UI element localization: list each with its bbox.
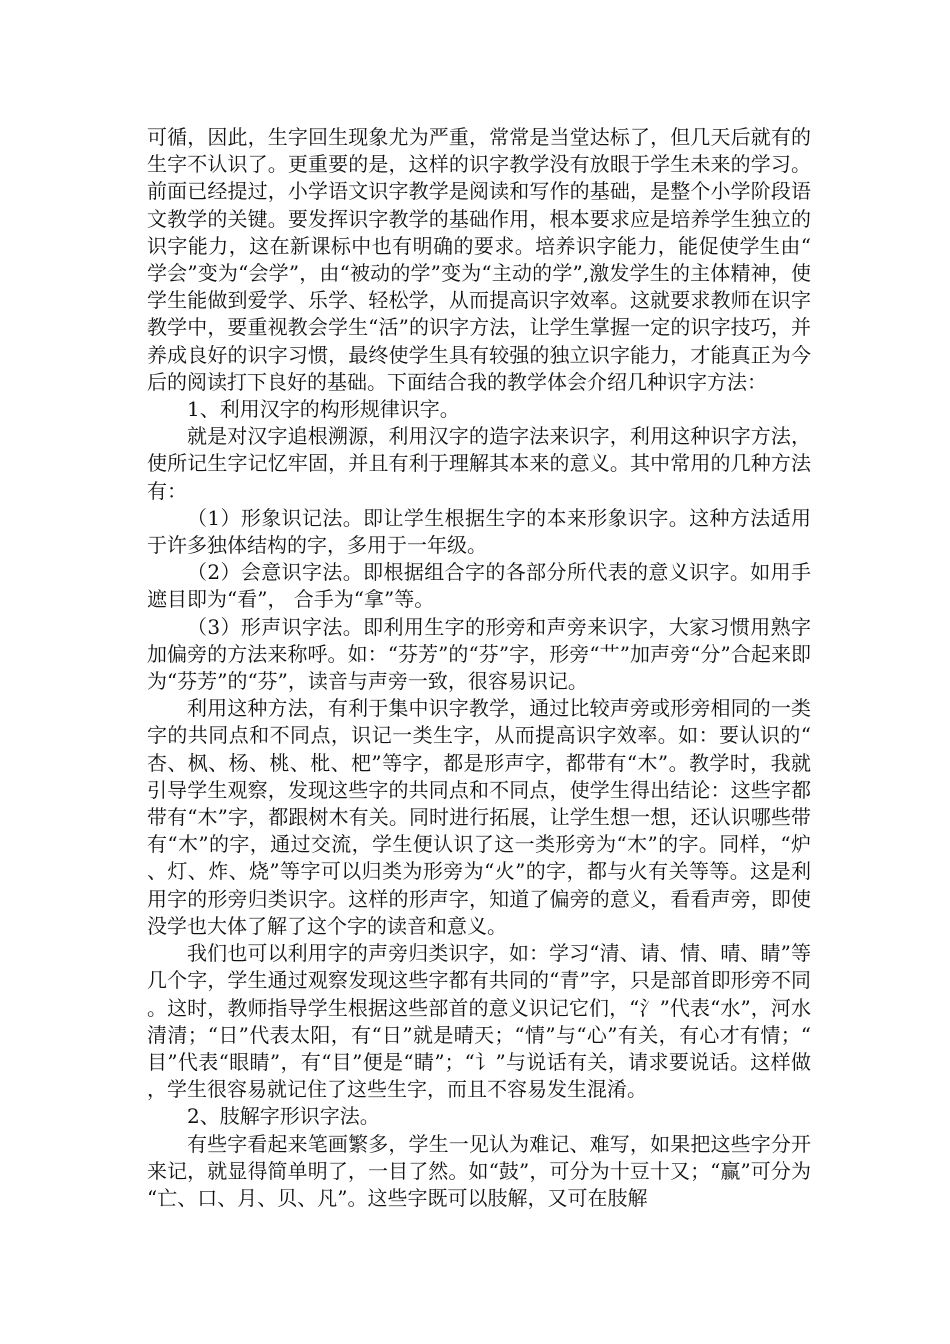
document-body — [147, 124, 811, 1212]
list-item-2: （2）会意识字法。即根据组合字的各部分所代表的意义识字。如用手遮目即为“看”， 合手为“拿”等。 — [147, 560, 811, 612]
paragraph: 我们也可以利用字的声旁归类识字，如：学习“清、请、情、晴、睛”等几个字，学生通过观察发现这些字都有共同的“青”字，只是部首即形旁不同。这时，教师指导学生根据这些部首的意义识记它们，“氵”代表“水”，河水清清；“日”代表太阳，有“日”就是晴天；“情”与“心”有关，有心才有情；“目”代表“眼睛”，有“目”便是“睛”；“讠”与说话有关，请求要说话。这样做，学生很容易就记住了这些生字，而且不容易发生混淆。 — [147, 941, 811, 1102]
section-heading-2: 2、肢解字形识字法。 — [187, 1104, 380, 1129]
list-item-3: （3）形声识字法。即利用生字的形旁和声旁来识字，大家习惯用熟字加偏旁的方法来称呼。如：“芬芳”的“芬”字，形旁“艹”加声旁“分”合起来即为“芬芳”的“芬”，读音与声旁一致，很容易识记。 — [147, 614, 811, 694]
section-heading-1: 1、利用汉字的构形规律识字。 — [187, 397, 460, 422]
paragraph: 利用这种方法，有利于集中识字教学，通过比较声旁或形旁相同的一类字的共同点和不同点，识记一类生字，从而提高识字效率。如：要认识的“杏、枫、杨、桃、枇、杷”等字，都是形声字，都带有“木”。教学时，我就引导学生观察，发现这些字的共同点和不同点，使学生得出结论：这些字都带有“木”字，都跟树木有关。同时进行拓展，让学生想一想，还认识哪些带有“木”的字，通过交流，学生便认识了这一类形旁为“木”的字。同样，“炉、灯、炸、烧”等字可以归类为形旁为“火”的字，都与火有关等等。这是利用字的形旁归类识字。这样的形声字，知道了偏旁的意义，看看声旁，即使没学也大体了解了这个字的读音和意义。 — [147, 696, 811, 938]
paragraph-continuation: 可循，因此，生字回生现象尤为严重，常常是当堂达标了，但几天后就有的生字不认识了。更重要的是，这样的识字教学没有放眼于学生未来的学习。前面已经提过，小学语文识字教学是阅读和写作的基础，是整个小学阶段语文教学的关键。要发挥识字教学的基础作用，根本要求应是培养学生独立的识字能力，这在新课标中也有明确的要求。培养识字能力，能促使学生由“学会”变为“会学”，由“被动的学”变为“主动的学”,激发学生的主体精神，使学生能做到爱学、乐学、轻松学，从而提高识字效率。这就要求教师在识字教学中，要重视教会学生“活”的识字方法，让学生掌握一定的识字技巧，并养成良好的识字习惯，最终使学生具有较强的独立识字能力，才能真正为今后的阅读打下良好的基础。下面结合我的教学体会介绍几种识字方法： — [147, 125, 811, 394]
paragraph: 有些字看起来笔画繁多，学生一见认为难记、难写，如果把这些字分开来记，就显得简单明了，一目了然。如“鼓”，可分为十豆十又；“赢”可分为“亡、口、月、贝、凡”。这些字既可以肢解，又可在肢解 — [147, 1131, 811, 1210]
list-item-1: （1）形象识记法。即让学生根据生字的本来形象识字。这种方法适用于许多独体结构的字，多用于一年级。 — [147, 505, 811, 558]
paragraph: 就是对汉字追根溯源，利用汉字的造字法来识字，利用这种识字方法，使所记生字记忆牢固，并且有利于理解其本来的意义。其中常用的几种方法有： — [147, 424, 811, 503]
